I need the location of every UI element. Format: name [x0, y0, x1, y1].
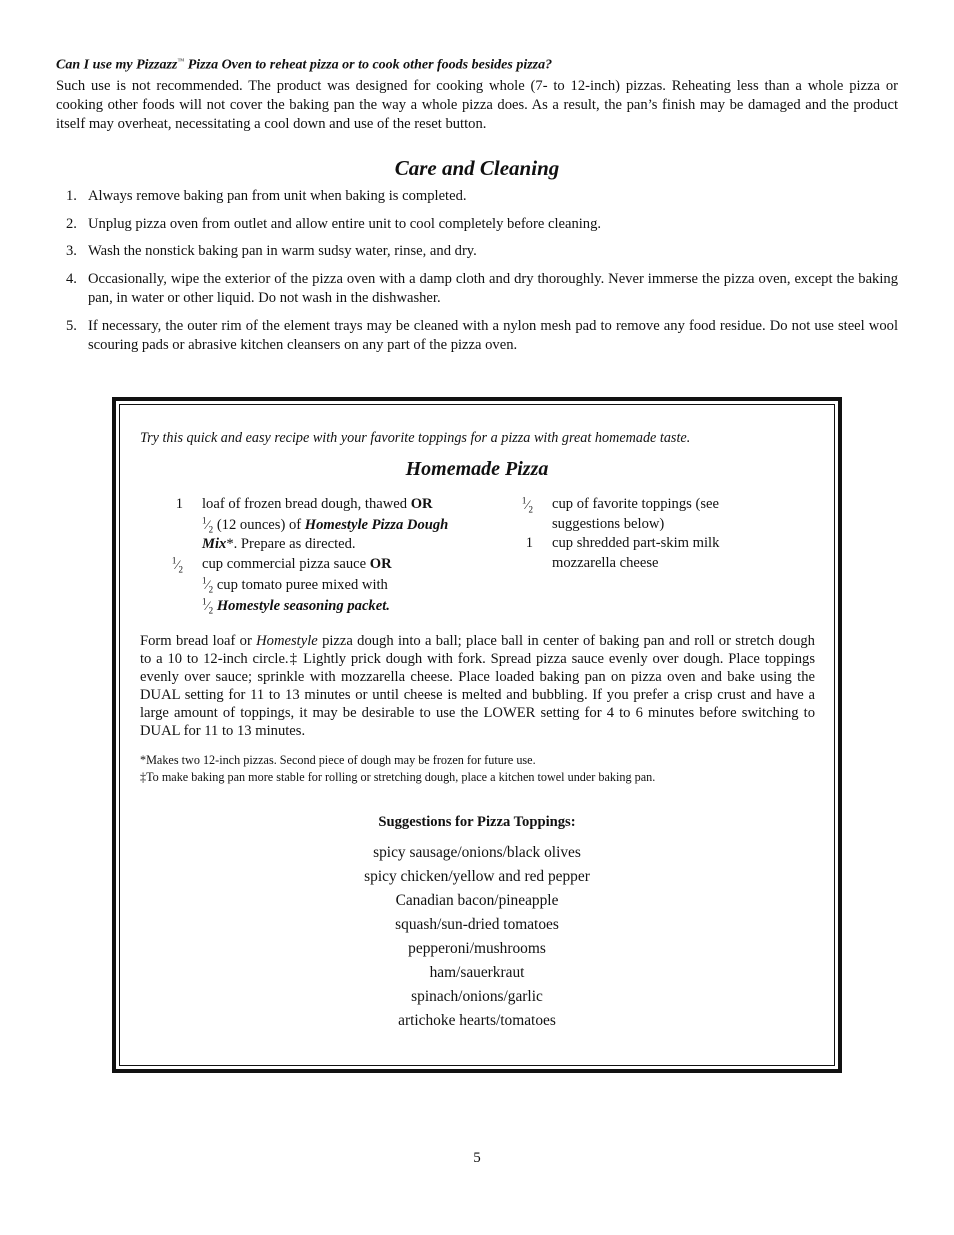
fraction-numerator: 1	[521, 495, 527, 506]
half-fraction: $^1⁄_2$	[202, 575, 214, 595]
faq-question	[56, 52, 898, 75]
ingredient-quantity: 1	[175, 496, 183, 512]
list-item: Canadian bacon/pineapple	[395, 892, 559, 909]
toppings-title: Suggestions for Pizza Toppings:	[378, 814, 576, 830]
list-item: artichoke hearts/tomatoes	[398, 1012, 556, 1029]
faq-question-end: Pizza Oven to reheat pizza or to cook other foods besides pizza?	[184, 57, 553, 73]
directions-text: pizza dough into a ball; place ball in center of baking pan and roll or stretch dough to a 10 to 12-inch circle.‡ Lightly prick dough with fork. Spread pizza sauce evenly over dough. Place toppings evenly over sauce; sprinkle with mozzarella cheese. Place loaded baking pan on pizza oven and bake using the DUAL setting for 11 to 13 minutes or until cheese is melted and bubbling. If you prefer a crisp crust and have a large amount of toppings, it may be desirable to use the LOWER setting for 4 to 6 minutes before switching to DUAL for 11 to 13 minutes.	[140, 633, 815, 739]
toppings-list	[120, 937, 834, 1033]
list-text: Unplug pizza oven from outlet and allow entire unit to cool completely before cleaning.	[88, 215, 602, 232]
ingredient-text: *. Prepare as directed.	[226, 536, 356, 553]
faq-answer: Such use is not recommended. The product was designed for cooking whole (7- to 12-inch) pizzas. Reheating less than a whole pizza or cooking other foods will not cover the baking pan the way a whole pizza does. As a result, the pan’s finish may be damaged and the product itself may overheat, necessitating a cool down and use of the reset button.	[56, 77, 898, 132]
fraction-denominator: 2	[208, 605, 214, 616]
recipe-footnotes	[140, 752, 815, 786]
fraction-numerator: 1	[202, 596, 207, 607]
list-item	[56, 187, 898, 207]
ingredient-quantity: 1	[525, 535, 533, 552]
list-item	[56, 270, 898, 309]
recipe-directions	[140, 632, 815, 740]
recipe-title: Homemade Pizza	[405, 458, 549, 480]
half-fraction: $^1⁄_2$	[202, 515, 214, 535]
dough-mix-name: Homestyle Pizza Dough Mix	[202, 516, 449, 553]
list-item: ham/sauerkraut	[429, 964, 525, 981]
ingredient-item	[165, 555, 465, 616]
or-label: OR	[410, 496, 433, 512]
brand-name: Homestyle	[256, 633, 318, 649]
recipe-inner-frame	[119, 404, 835, 1066]
fraction-denominator: 2	[178, 564, 183, 575]
or-label: OR	[369, 556, 392, 573]
page-number: 5	[473, 1150, 481, 1166]
ingredient-item	[515, 495, 775, 534]
list-item: pepperoni/mushrooms	[408, 940, 546, 957]
ingredient-text: cup commercial pizza sauce	[202, 556, 370, 573]
list-number: 5.	[66, 317, 77, 334]
list-item	[56, 242, 898, 262]
ingredient-text: cup tomato puree mixed with	[213, 576, 388, 593]
ingredient-item	[515, 534, 775, 573]
list-text: Always remove baking pan from unit when baking is completed.	[88, 188, 467, 204]
list-item: spinach/onions/garlic	[411, 988, 543, 1005]
trademark-symbol: ™	[177, 57, 185, 65]
list-number: 1.	[66, 188, 77, 204]
ingredient-text: cup shredded part-skim milk mozzarella cheese	[552, 535, 720, 572]
seasoning-name: Homestyle seasoning packet.	[213, 597, 390, 614]
list-item: spicy sausage/onions/black olives	[373, 844, 581, 861]
list-item	[56, 317, 898, 356]
recipe-intro: Try this quick and easy recipe with your favorite toppings for a pizza with great homemade taste.	[140, 430, 691, 446]
toppings-list	[120, 841, 834, 937]
list-number: 4.	[66, 270, 77, 287]
list-text: Wash the nonstick baking pan in warm sudsy water, rinse, and dry.	[88, 243, 477, 259]
fraction-denominator: 2	[208, 524, 214, 535]
fraction-numerator: 1	[202, 515, 207, 526]
fraction-numerator: 1	[202, 575, 207, 586]
ingredient-text: cup of favorite toppings (see suggestions below)	[552, 496, 719, 532]
ingredient-text: loaf of frozen bread dough, thawed	[202, 496, 411, 512]
faq-section	[56, 52, 898, 134]
ingredients-right-column	[515, 495, 775, 574]
fraction-numerator: 1	[171, 555, 177, 566]
footnote: *Makes two 12-inch pizzas. Second piece of dough may be frozen for future use.	[140, 753, 536, 767]
half-fraction: $^1⁄_2$	[202, 596, 214, 616]
list-item	[56, 215, 898, 235]
care-section-title: Care and Cleaning	[394, 156, 560, 180]
list-item: squash/sun-dried tomatoes	[395, 916, 559, 933]
ingredient-text: (12 ounces) of	[213, 516, 305, 533]
list-number: 2.	[66, 215, 77, 232]
fraction-denominator: 2	[528, 504, 533, 515]
ingredients-left-column	[165, 495, 465, 616]
recipe-box	[112, 397, 842, 1073]
ingredient-quantity: $^1⁄_2$	[171, 555, 183, 575]
ingredient-item	[165, 495, 465, 555]
care-instructions-list	[56, 187, 898, 364]
faq-question-start: Can I use my Pizzazz	[56, 57, 178, 73]
ingredient-quantity: $^1⁄_2$	[521, 495, 533, 515]
list-number: 3.	[66, 243, 77, 259]
directions-text: Form bread loaf or	[140, 633, 257, 649]
footnote: ‡To make baking pan more stable for rolling or stretching dough, place a kitchen towel under baking pan.	[140, 770, 656, 784]
list-text: Occasionally, wipe the exterior of the pizza oven with a damp cloth and dry thoroughly. Never immerse the pizza oven, except the baking pan, in water or other liquid. Do not wash in the dishwasher.	[88, 270, 898, 306]
list-item: spicy chicken/yellow and red pepper	[364, 868, 590, 885]
fraction-denominator: 2	[208, 584, 214, 595]
list-text: If necessary, the outer rim of the element trays may be cleaned with a nylon mesh pad to remove any food residue. Do not use steel wool scouring pads or abrasive kitchen cleansers on any part of the pizza oven.	[88, 317, 898, 353]
